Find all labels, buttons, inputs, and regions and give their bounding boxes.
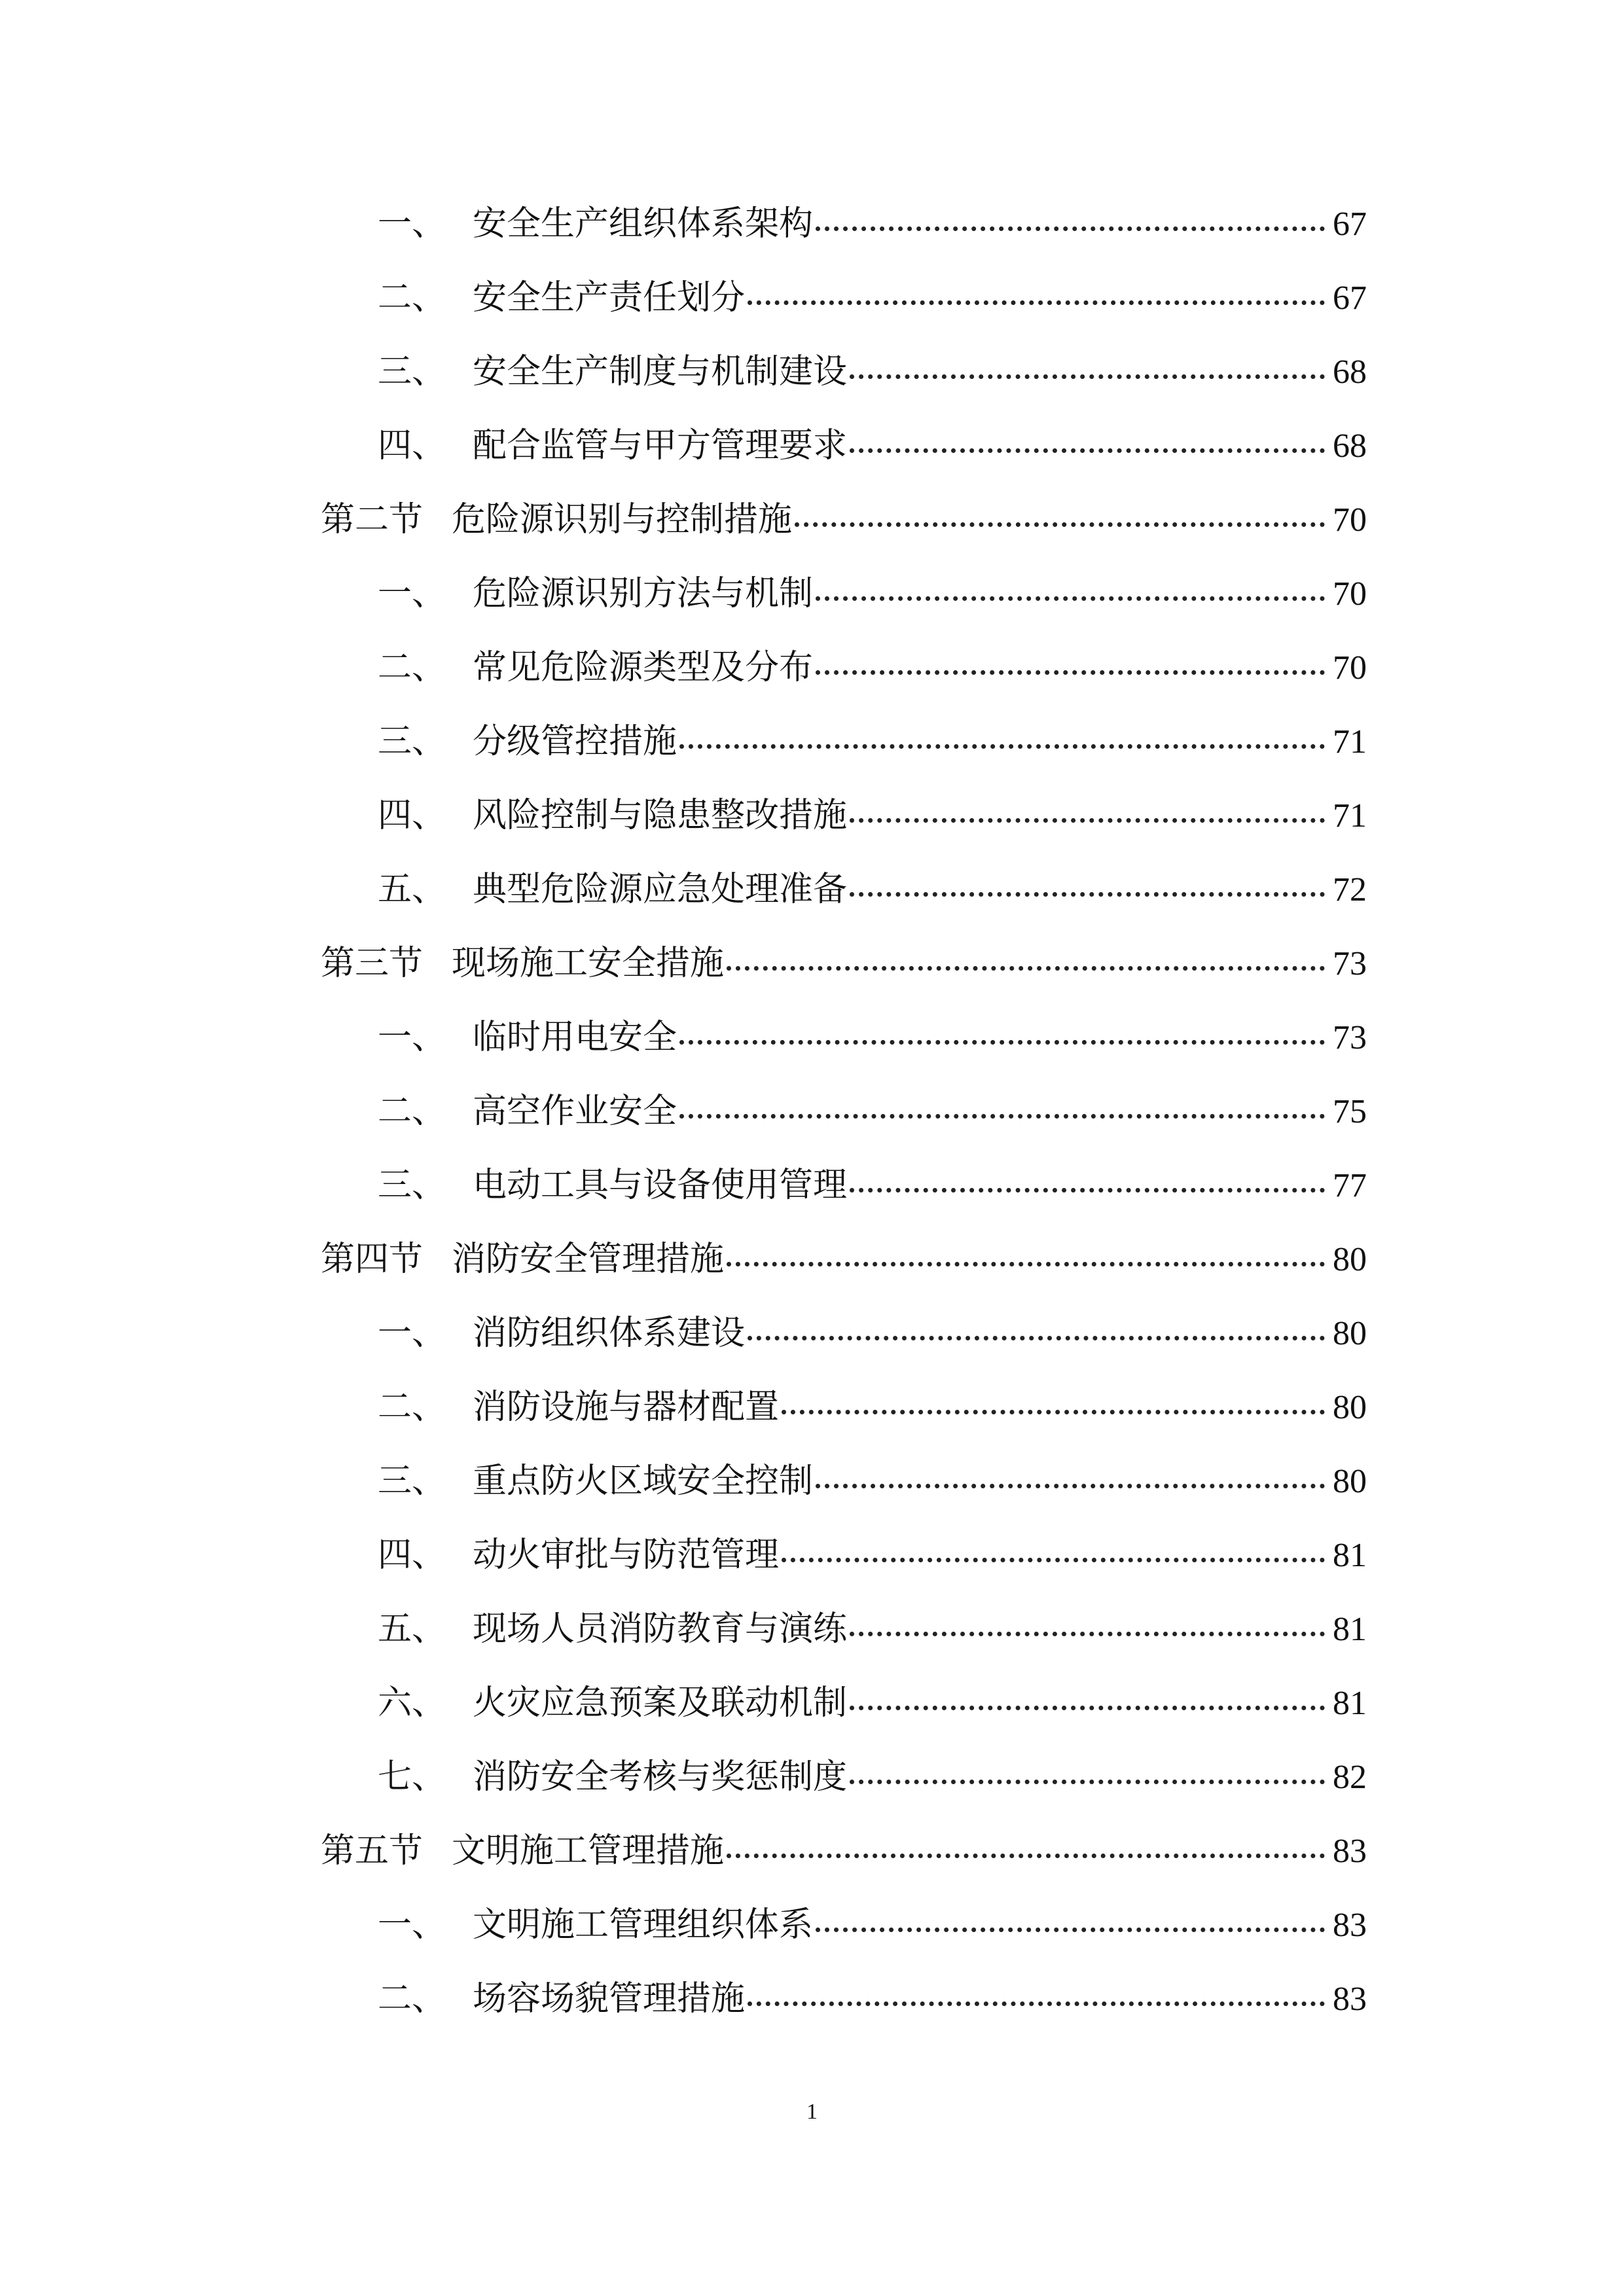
toc-entry-title: 临时用电安全	[473, 1018, 677, 1057]
toc-entry-page: 68	[1333, 353, 1367, 391]
toc-entry-title: 风险控制与隐患整改措施	[473, 796, 848, 835]
toc-entry-page: 70	[1333, 575, 1367, 613]
dot-leader	[748, 2001, 1325, 2006]
toc-section[interactable]	[321, 1825, 1367, 1877]
toc-entry-title: 典型危险源应急处理准备	[473, 870, 848, 909]
toc-section-title: 消防安全管理措施	[452, 1240, 725, 1279]
toc-entry-page: 81	[1333, 1537, 1367, 1574]
toc-entry-page: 83	[1333, 1981, 1367, 2018]
dot-leader	[850, 448, 1325, 453]
dot-leader	[850, 892, 1325, 897]
dot-leader	[727, 966, 1325, 971]
dot-leader	[850, 1632, 1325, 1636]
dot-leader	[816, 1484, 1325, 1488]
toc-entry-label: 四、	[378, 1535, 446, 1575]
toc-entry-page: 67	[1333, 206, 1367, 243]
toc-section-title: 文明施工管理措施	[452, 1831, 725, 1871]
toc-entry-page: 71	[1333, 723, 1367, 761]
toc-entry-title: 动火审批与防范管理	[473, 1535, 780, 1575]
toc-entry-page: 80	[1333, 1389, 1367, 1426]
toc-entry-page: 75	[1333, 1093, 1367, 1130]
toc-entry-page: 72	[1333, 871, 1367, 908]
toc-entry-page: 70	[1333, 649, 1367, 687]
toc-entry-title: 消防组织体系建设	[473, 1314, 746, 1353]
toc-section-title: 危险源识别与控制措施	[452, 500, 793, 539]
toc-section[interactable]	[321, 1233, 1367, 1285]
toc-entry-title: 高空作业安全	[473, 1092, 677, 1131]
toc-entry[interactable]	[378, 567, 1367, 620]
toc-entry-label: 二、	[378, 1388, 446, 1427]
toc-entry-title: 分级管控措施	[473, 722, 677, 761]
toc-entry-title: 重点防火区域安全控制	[473, 1462, 814, 1501]
toc-entry-label: 三、	[378, 1462, 446, 1501]
toc-entry-title: 现场人员消防教育与演练	[473, 1609, 848, 1649]
dot-leader	[679, 744, 1325, 749]
toc-entry[interactable]	[378, 641, 1367, 694]
toc-entry-label: 一、	[378, 1314, 446, 1353]
toc-entry[interactable]	[378, 1159, 1367, 1211]
dot-leader	[795, 522, 1325, 527]
toc-section-title: 现场施工安全措施	[452, 944, 725, 983]
dot-leader	[727, 1262, 1325, 1266]
toc-entry-page: 73	[1333, 1019, 1367, 1056]
dot-leader	[816, 226, 1325, 231]
toc-entry[interactable]	[378, 1307, 1367, 1359]
toc-entry-page: 80	[1333, 1315, 1367, 1352]
toc-entry-label: 一、	[378, 1018, 446, 1057]
toc-section-label: 第三节	[321, 944, 424, 983]
toc-entry-page: 81	[1333, 1611, 1367, 1648]
dot-leader	[850, 818, 1325, 823]
toc-entry-label: 二、	[378, 1092, 446, 1131]
toc-entry[interactable]	[378, 1899, 1367, 1951]
toc-entry-page: 68	[1333, 427, 1367, 465]
toc-entry-title: 场容场貌管理措施	[473, 1979, 746, 2018]
toc-entry-label: 四、	[378, 796, 446, 835]
toc-entry-label: 三、	[378, 352, 446, 391]
toc-entry[interactable]	[378, 420, 1367, 472]
toc-entry-page: 77	[1333, 1167, 1367, 1204]
toc-section-label: 第四节	[321, 1240, 424, 1279]
toc-section-label: 第二节	[321, 500, 424, 539]
toc-entry[interactable]	[378, 1529, 1367, 1581]
toc-entry-label: 六、	[378, 1683, 446, 1723]
toc-entry[interactable]	[378, 1973, 1367, 2025]
toc-entry-label: 一、	[378, 574, 446, 613]
dot-leader	[850, 374, 1325, 379]
dot-leader	[850, 1706, 1325, 1710]
toc-entry[interactable]	[378, 1455, 1367, 1507]
toc-entry[interactable]	[378, 789, 1367, 842]
dot-leader	[748, 1336, 1325, 1340]
toc-entry-title: 危险源识别方法与机制	[473, 574, 814, 613]
toc-entry[interactable]	[378, 346, 1367, 398]
dot-leader	[782, 1410, 1325, 1414]
toc-entry-title: 消防设施与器材配置	[473, 1388, 780, 1427]
dot-leader	[816, 596, 1325, 601]
toc-entry-label: 二、	[378, 1979, 446, 2018]
toc-entry-label: 一、	[378, 204, 446, 243]
dot-leader	[816, 1928, 1325, 1932]
toc-entry-label: 五、	[378, 870, 446, 909]
page-number: 1	[806, 2100, 818, 2124]
toc-entry-title: 安全生产责任划分	[473, 278, 746, 317]
toc-entry-label: 二、	[378, 278, 446, 317]
toc-section-page: 80	[1333, 1241, 1367, 1278]
toc-entry-label: 七、	[378, 1757, 446, 1797]
dot-leader	[850, 1188, 1325, 1193]
toc-entry-title: 常见危险源类型及分布	[473, 648, 814, 687]
toc-entry-title: 火灾应急预案及联动机制	[473, 1683, 848, 1723]
toc-entry-label: 四、	[378, 426, 446, 465]
toc-section[interactable]	[321, 493, 1367, 546]
toc-entry[interactable]	[378, 1011, 1367, 1064]
toc-entry-page: 67	[1333, 279, 1367, 317]
toc-entry-page: 83	[1333, 1907, 1367, 1944]
dot-leader	[679, 1040, 1325, 1045]
dot-leader	[850, 1780, 1325, 1784]
toc-entry[interactable]	[378, 863, 1367, 916]
toc-section-page: 83	[1333, 1833, 1367, 1870]
toc-entry-page: 81	[1333, 1685, 1367, 1722]
toc-entry-label: 二、	[378, 648, 446, 687]
dot-leader	[782, 1558, 1325, 1562]
toc-entry-page: 80	[1333, 1463, 1367, 1500]
toc-entry[interactable]	[378, 1085, 1367, 1138]
toc-entry-title: 消防安全考核与奖惩制度	[473, 1757, 848, 1797]
dot-leader	[748, 300, 1325, 305]
toc-entry-page: 82	[1333, 1759, 1367, 1796]
toc-entry-title: 配合监管与甲方管理要求	[473, 426, 848, 465]
toc-entry-label: 五、	[378, 1609, 446, 1649]
toc-entry-page: 71	[1333, 797, 1367, 834]
toc-entry[interactable]	[378, 1677, 1367, 1729]
toc-entry-label: 三、	[378, 1166, 446, 1205]
toc-entry[interactable]	[378, 198, 1367, 250]
toc-entry-title: 安全生产制度与机制建设	[473, 352, 848, 391]
toc-entry-title: 安全生产组织体系架构	[473, 204, 814, 243]
toc-section-page: 73	[1333, 945, 1367, 982]
toc-entry-label: 一、	[378, 1905, 446, 1945]
toc-entry-label: 三、	[378, 722, 446, 761]
toc-entry-title: 电动工具与设备使用管理	[473, 1166, 848, 1205]
toc-entry[interactable]	[378, 272, 1367, 324]
toc-entry[interactable]	[378, 1751, 1367, 1803]
toc-section-page: 70	[1333, 501, 1367, 539]
toc-section-label: 第五节	[321, 1831, 424, 1871]
dot-leader	[679, 1114, 1325, 1119]
toc-entry[interactable]	[378, 1603, 1367, 1655]
toc-section[interactable]	[321, 937, 1367, 990]
dot-leader	[727, 1854, 1325, 1858]
dot-leader	[816, 670, 1325, 675]
toc-entry[interactable]	[378, 715, 1367, 768]
toc-entry-title: 文明施工管理组织体系	[473, 1905, 814, 1945]
toc-entry[interactable]	[378, 1381, 1367, 1433]
